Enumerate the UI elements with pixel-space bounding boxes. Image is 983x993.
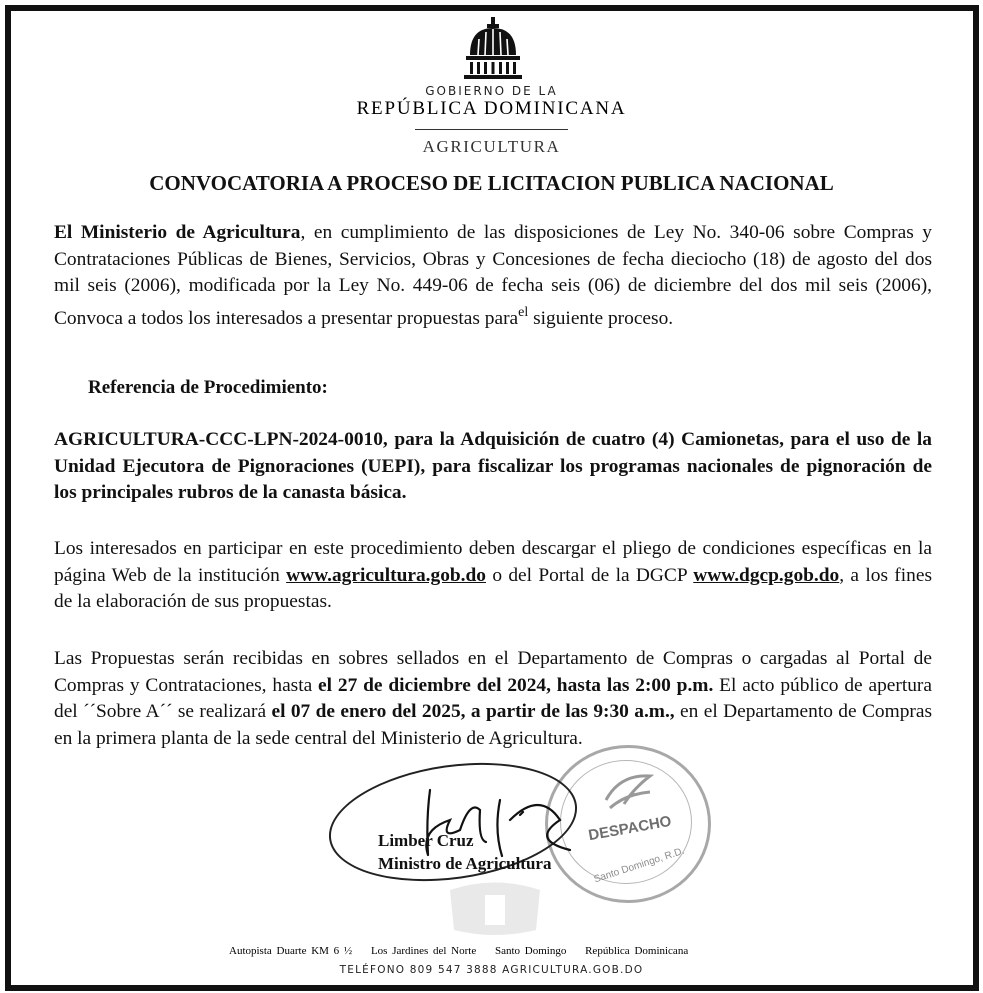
intro-paragraph [54, 220, 932, 332]
footer-city: Santo Domingo [494, 945, 567, 957]
proposals-opening-date: el 07 de enero del 2025, a partir de las 9:30 a.m., [271, 701, 675, 722]
ministry-name: AGRICULTURA [422, 137, 561, 156]
download-text-a: Los interesados en participar en este procedimiento deben descargar el pliego de condiciones específicas en la página Web de la institución [54, 538, 932, 586]
reference-paragraph: AGRICULTURA-CCC-LPN-2024-0010, para la Adquisición de cuatro (4) Camionetas, para el uso de la Unidad Ejecutora de Pignoraciones (UEPI), para fiscalizar los programas nacionales de pignoración de los principales rubros de la canasta básica. [54, 429, 932, 503]
signatory-role: Ministro de Agricultura [378, 854, 552, 873]
download-text-b: o del Portal de la DGCP [486, 564, 694, 586]
proposals-text-b: El acto público de apertura del ´´Sobre A´´ se realizará [54, 674, 932, 722]
header-divider [415, 129, 568, 130]
gov-line-1: GOBIERNO DE LA [425, 84, 558, 98]
signatory-name: Limber Cruz [378, 831, 474, 850]
government-dome-icon [462, 15, 524, 81]
footer-address-line: Autopista Duarte KM 6 ½ [229, 945, 353, 957]
footer-country: República Dominicana [585, 945, 689, 957]
stamp-ring-text: Santo Domingo, R.D. [592, 845, 686, 886]
dgcp-website-link[interactable]: www.dgcp.gob.do [693, 564, 840, 586]
stamp-label: DESPACHO [587, 812, 673, 845]
download-paragraph [54, 536, 932, 616]
coat-of-arms-watermark [440, 880, 550, 940]
footer-address [229, 945, 702, 957]
document-title: CONVOCATORIA A PROCESO DE LICITACION PUBLICA NACIONAL [149, 171, 834, 195]
proposals-text-a: Las Propuestas serán recibidas en sobres sellados en el Departamento de Compras o cargadas al Portal de Compras y Contrataciones, hasta [54, 648, 932, 696]
intro-superscript: el [518, 304, 529, 320]
intro-bold-lead: El Ministerio de Agricultura [54, 222, 301, 243]
agricultura-website-link[interactable]: www.agricultura.gob.do [286, 564, 486, 586]
proposals-text-c: en el Departamento de Compras en la primera planta de la sede central del Ministerio de Agricultura. [54, 701, 933, 749]
footer-neighborhood: Los Jardines del Norte [370, 945, 477, 957]
intro-text-b: siguiente proceso. [528, 307, 674, 329]
proposals-paragraph [54, 646, 932, 752]
gov-line-2: REPÚBLICA DOMINICANA [356, 98, 627, 119]
reference-label: Referencia de Procedimiento: [88, 377, 328, 398]
leaf-icon [600, 770, 656, 814]
intro-text-a: , en cumplimiento de las disposiciones de Ley No. 340-06 sobre Compras y Contrataciones Públicas de Bienes, Servicios, Obras y Concesiones de fecha dieciocho (18) de agosto del dos mil seis (2006), modificada por la Ley No. 449-06 de fecha seis (06) de diciembre del dos mil seis (2006), Convoca a todos los interesados a presentar propuestas para [54, 222, 932, 329]
footer-contact: TELÉFONO 809 547 3888 AGRICULTURA.GOB.DO [339, 964, 644, 976]
download-text-c: , a los fines de la elaboración de sus propuestas. [54, 564, 932, 612]
proposals-deadline: el 27 de diciembre del 2024, hasta las 2:00 p.m. [318, 674, 714, 696]
